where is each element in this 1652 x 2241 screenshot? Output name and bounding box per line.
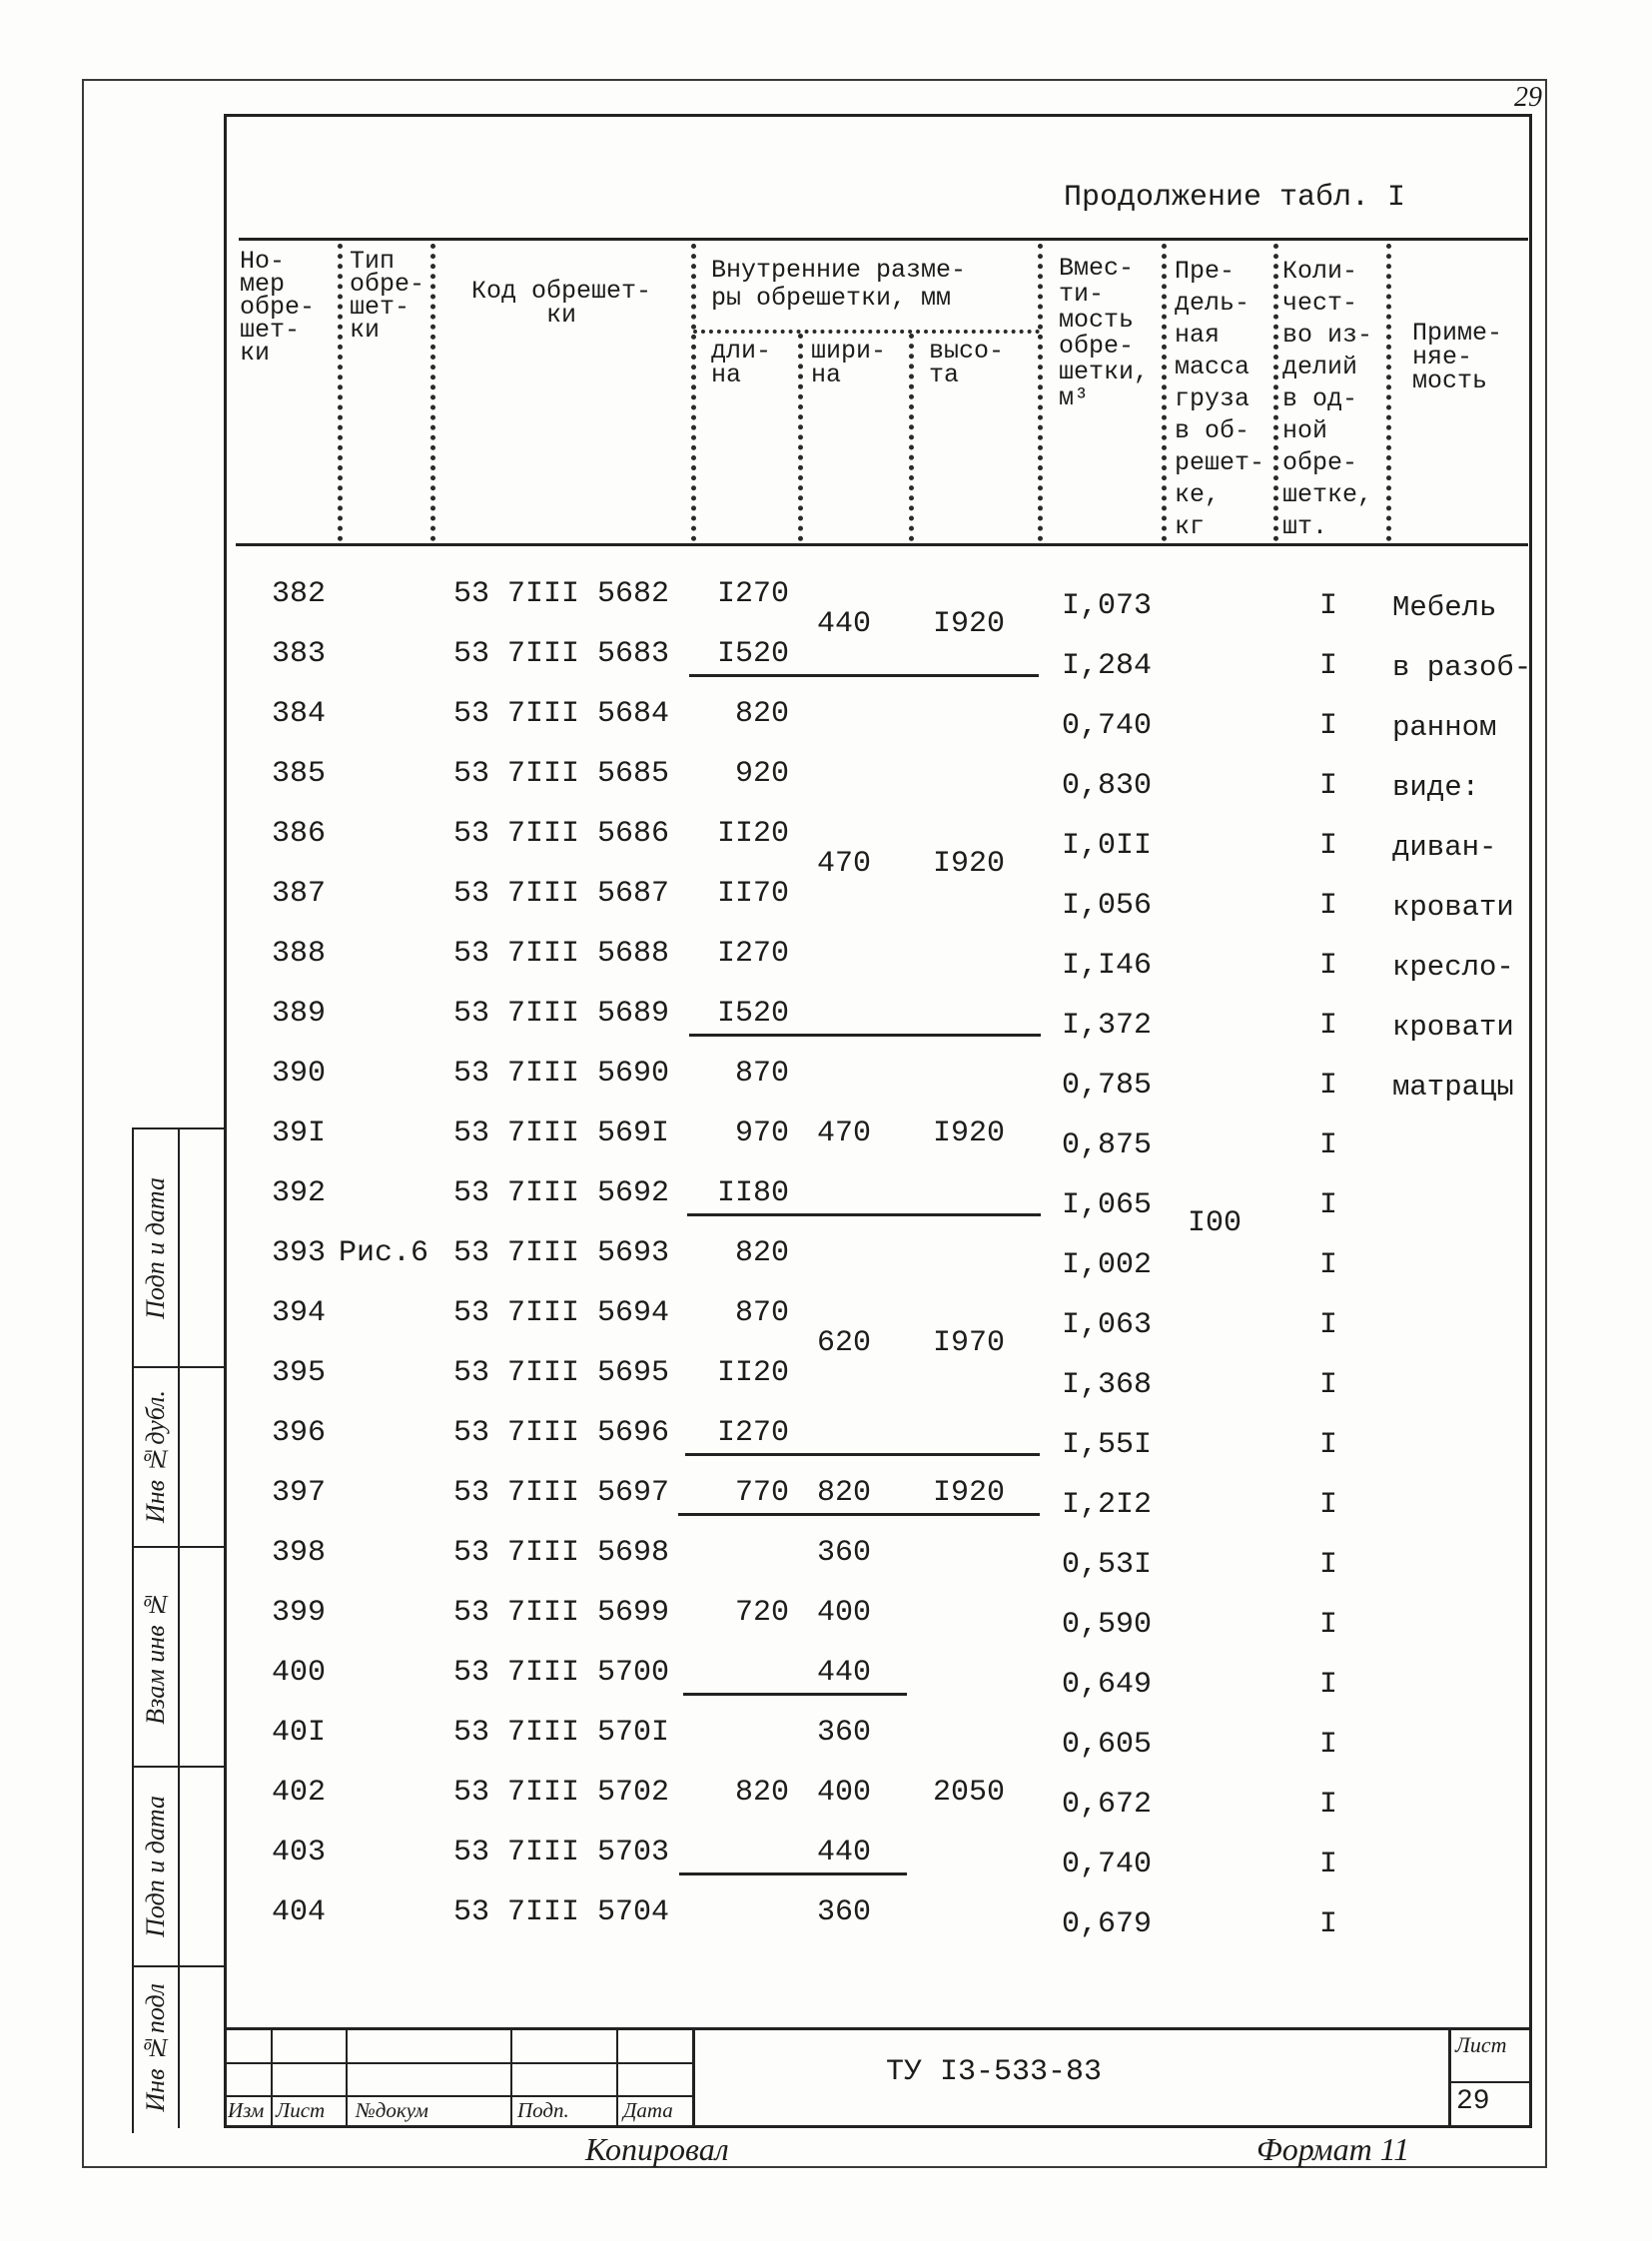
cell-code: 53 7III 5694	[453, 1296, 670, 1330]
stamp-cell	[133, 1768, 179, 1965]
merged-width-cell: 620	[816, 1326, 871, 1360]
header-length: дли- на	[711, 337, 772, 389]
cell-width	[799, 694, 889, 734]
page-number: 29	[1514, 82, 1542, 113]
cell-length: 920	[734, 757, 789, 791]
title-block-rule	[510, 2028, 512, 2128]
cell-width: 440	[816, 1836, 871, 1869]
header-divider	[909, 334, 914, 541]
header-divider	[1162, 244, 1167, 541]
cell-length: I270	[716, 577, 789, 611]
table-row	[0, 1653, 1652, 1702]
group-separator-line	[685, 1453, 1040, 1456]
document-designation: ТУ I3-533-83	[886, 2055, 1103, 2089]
cell-volume: 0,830	[1062, 769, 1153, 803]
header-number: Но- мер обре- шет- ки	[240, 247, 316, 368]
title-label-doc-no: №докум	[356, 2098, 428, 2122]
header-top-rule	[239, 238, 1528, 241]
cell-width: 400	[816, 1596, 871, 1630]
cell-volume: I,002	[1062, 1248, 1153, 1282]
cell-num: 393	[272, 1236, 327, 1270]
cell-width: 400	[816, 1776, 871, 1810]
cell-volume: 0,605	[1062, 1728, 1153, 1762]
cell-volume: 0,740	[1062, 1848, 1153, 1881]
cell-num: 399	[272, 1596, 327, 1630]
cell-num: 386	[272, 817, 327, 851]
cell-volume: 0,590	[1062, 1608, 1153, 1642]
cell-height	[919, 694, 1019, 734]
stamp-sign-date-label: Подп и дата	[141, 1796, 170, 1937]
cell-type: Рис.6	[339, 1236, 429, 1270]
group-separator-line	[683, 1693, 907, 1696]
cell-code: 53 7III 5699	[453, 1596, 670, 1630]
cell-note: кровати	[1392, 891, 1514, 924]
footer-format: Формат 11	[1256, 2131, 1410, 2167]
cell-code: 53 7III 569I	[453, 1117, 670, 1150]
cell-qty: I	[1318, 829, 1337, 863]
cell-volume: I,063	[1062, 1308, 1153, 1342]
table-row	[0, 1173, 1652, 1222]
cell-code: 53 7III 5702	[453, 1776, 670, 1810]
header-divider	[430, 244, 435, 541]
title-label-signature: Подп.	[517, 2098, 569, 2122]
cell-num: 387	[272, 877, 327, 911]
title-label-date: Дата	[623, 2098, 673, 2122]
cell-qty: I	[1318, 769, 1337, 803]
cell-note: кресло-	[1392, 951, 1514, 984]
stamp-sign-date-label: Подп и дата	[141, 1176, 170, 1319]
cell-code: 53 7III 5698	[453, 1536, 670, 1570]
cell-num: 397	[272, 1476, 327, 1510]
cell-volume: 0,785	[1062, 1069, 1153, 1103]
cell-height	[919, 1713, 1019, 1753]
group-separator-line	[687, 1213, 1041, 1216]
cell-code: 53 7III 5692	[453, 1176, 670, 1210]
cell-code: 53 7III 5683	[453, 637, 670, 671]
cell-qty: I	[1318, 1368, 1337, 1402]
table-row	[0, 994, 1652, 1044]
cell-length	[691, 1533, 789, 1573]
group-separator-line	[678, 1513, 1040, 1516]
header-mass-limit: Пре- дель- ная масса груза в об- решет- ке, кг	[1175, 257, 1265, 541]
table-row	[0, 1713, 1652, 1762]
table-row	[0, 1473, 1652, 1522]
header-divider	[1386, 244, 1391, 541]
cell-qty: I	[1318, 1488, 1337, 1522]
cell-width: 440	[816, 1656, 871, 1690]
cell-height	[919, 1593, 1019, 1633]
cell-code: 53 7III 5697	[453, 1476, 670, 1510]
cell-width: 360	[816, 1895, 871, 1929]
cell-qty: I	[1318, 1907, 1337, 1941]
cell-width: 820	[816, 1476, 871, 1510]
title-block-rule	[224, 2095, 693, 2097]
cell-width	[799, 1054, 889, 1094]
header-applicability: Приме- няе- мость	[1412, 319, 1503, 395]
header-divider	[1273, 244, 1278, 541]
cell-length: II70	[716, 877, 789, 911]
header-type: Тип обре- шет- ки	[350, 247, 425, 345]
cell-num: 388	[272, 937, 327, 971]
title-block-rule	[616, 2028, 618, 2128]
cell-num: 389	[272, 997, 327, 1031]
cell-length: I520	[716, 997, 789, 1031]
cell-qty: I	[1318, 1848, 1337, 1881]
cell-qty: I	[1318, 1009, 1337, 1043]
stamp-cell	[133, 1368, 179, 1546]
table-row	[0, 1054, 1652, 1104]
cell-volume: I,056	[1062, 889, 1153, 923]
header-divider	[338, 244, 343, 541]
cell-num: 403	[272, 1836, 327, 1869]
cell-length: I270	[716, 937, 789, 971]
title-label-sheet: Лист	[276, 2098, 326, 2122]
cell-volume: I,073	[1062, 589, 1153, 623]
cell-height	[919, 994, 1019, 1034]
cell-qty: I	[1318, 949, 1337, 983]
table-continuation-caption: Продолжение табл. I	[1064, 181, 1406, 215]
cell-height: I920	[932, 1476, 1005, 1510]
cell-length: 820	[734, 1776, 789, 1810]
cell-code: 53 7III 5700	[453, 1656, 670, 1690]
cell-width	[799, 1173, 889, 1213]
merged-height-cell: I920	[932, 607, 1005, 641]
cell-length: 970	[734, 1117, 789, 1150]
merged-width-cell: 470	[816, 847, 871, 881]
cell-num: 384	[272, 697, 327, 731]
cell-height	[919, 1233, 1019, 1273]
cell-height	[919, 1054, 1019, 1094]
cell-volume: 0,875	[1062, 1128, 1153, 1162]
table-row	[0, 1773, 1652, 1822]
title-block-rule	[224, 2027, 1532, 2030]
header-volume: Вмес- ти- мость обре- шетки, м³	[1059, 254, 1150, 412]
header-bottom-rule	[236, 543, 1528, 546]
stamp-replaced-inv-label: Взам инв №	[141, 1589, 170, 1725]
cell-code: 53 7III 5688	[453, 937, 670, 971]
cell-height	[919, 1833, 1019, 1872]
header-subdivider	[693, 330, 1040, 334]
cell-length: II20	[716, 817, 789, 851]
merged-height-cell: I970	[932, 1326, 1005, 1360]
cell-code: 53 7III 5682	[453, 577, 670, 611]
cell-note: диван-	[1392, 831, 1497, 864]
sheet-number: 29	[1456, 2086, 1490, 2117]
cell-volume: I,368	[1062, 1368, 1153, 1402]
cell-code: 53 7III 5704	[453, 1895, 670, 1929]
title-block-rule	[346, 2028, 348, 2128]
cell-height	[919, 934, 1019, 974]
cell-code: 53 7III 5693	[453, 1236, 670, 1270]
cell-qty: I	[1318, 709, 1337, 743]
cell-volume: I,0II	[1062, 829, 1153, 863]
cell-volume: I,284	[1062, 649, 1153, 683]
stamp-cell	[133, 1548, 179, 1766]
cell-code: 53 7III 5686	[453, 817, 670, 851]
cell-qty: I	[1318, 649, 1337, 683]
cell-code: 53 7III 5690	[453, 1057, 670, 1091]
cell-num: 382	[272, 577, 327, 611]
stamp-orig-inv-label: Инв №подл	[141, 1982, 170, 2112]
table-row	[0, 1593, 1652, 1642]
cell-qty: I	[1318, 1728, 1337, 1762]
cell-volume: 0,53I	[1062, 1548, 1153, 1582]
cell-volume: I,2I2	[1062, 1488, 1153, 1522]
cell-qty: I	[1318, 1308, 1337, 1342]
cell-num: 398	[272, 1536, 327, 1570]
cell-length: 820	[734, 1236, 789, 1270]
cell-volume: 0,649	[1062, 1668, 1153, 1702]
cell-height	[919, 1413, 1019, 1453]
cell-width	[799, 1413, 889, 1453]
table-row	[0, 934, 1652, 984]
stamp-cell	[133, 1967, 179, 2127]
cell-length: 870	[734, 1296, 789, 1330]
cell-length	[691, 1833, 789, 1872]
cell-qty: I	[1318, 1428, 1337, 1462]
cell-length: II80	[716, 1176, 789, 1210]
cell-length: I520	[716, 637, 789, 671]
cell-code: 53 7III 5696	[453, 1416, 670, 1450]
cell-qty: I	[1318, 1188, 1337, 1222]
merged-width-cell: 470	[816, 1117, 871, 1150]
cell-height: 2050	[932, 1776, 1005, 1810]
cell-width	[799, 754, 889, 794]
cell-qty: I	[1318, 1548, 1337, 1582]
cell-qty: I	[1318, 889, 1337, 923]
title-block-rule	[1448, 2028, 1451, 2128]
cell-code: 53 7III 5684	[453, 697, 670, 731]
cell-height	[919, 1892, 1019, 1932]
footer-copied-by: Копировал	[585, 2131, 729, 2167]
table-row	[0, 1533, 1652, 1582]
merged-mass-limit-cell: I00	[1187, 1206, 1241, 1240]
cell-width	[799, 994, 889, 1034]
cell-height	[919, 1173, 1019, 1213]
table-row	[0, 1413, 1652, 1462]
table-row	[0, 1233, 1652, 1282]
cell-width	[799, 1233, 889, 1273]
cell-code: 53 7III 5695	[453, 1356, 670, 1390]
cell-qty: I	[1318, 1788, 1337, 1822]
cell-volume: I,065	[1062, 1188, 1153, 1222]
merged-height-cell: I920	[932, 847, 1005, 881]
cell-note: Мебель	[1392, 591, 1497, 624]
header-height: высо- та	[929, 337, 1005, 389]
header-quantity: Коли- чест- во из- делий в од- ной обре- шетке, шт.	[1282, 257, 1373, 541]
cell-qty: I	[1318, 1069, 1337, 1103]
header-divider	[1038, 244, 1043, 541]
cell-note: ранном	[1392, 711, 1497, 744]
table-row	[0, 1892, 1652, 1941]
title-block-rule	[224, 2062, 693, 2064]
header-width: шири- на	[811, 337, 887, 389]
stamp-dup-inv-label: Инв №дубл.	[141, 1390, 170, 1524]
table-row	[0, 754, 1652, 804]
cell-code: 53 7III 5685	[453, 757, 670, 791]
cell-length	[691, 1892, 789, 1932]
merged-width-cell: 440	[816, 607, 871, 641]
cell-num: 404	[272, 1895, 327, 1929]
merged-height-cell: I920	[932, 1117, 1005, 1150]
group-separator-line	[689, 1034, 1041, 1037]
cell-length: 720	[734, 1596, 789, 1630]
cell-volume: I,372	[1062, 1009, 1153, 1043]
cell-volume: 0,679	[1062, 1907, 1153, 1941]
cell-code: 53 7III 5687	[453, 877, 670, 911]
group-separator-line	[689, 674, 1039, 677]
cell-num: 39I	[272, 1117, 327, 1150]
cell-volume: I,I46	[1062, 949, 1153, 983]
title-block-rule	[692, 2028, 695, 2128]
cell-num: 392	[272, 1176, 327, 1210]
cell-qty: I	[1318, 1668, 1337, 1702]
cell-note: матрацы	[1392, 1071, 1514, 1104]
table-row	[0, 1833, 1652, 1881]
cell-volume: I,55I	[1062, 1428, 1153, 1462]
cell-length	[691, 1653, 789, 1693]
cell-qty: I	[1318, 1248, 1337, 1282]
header-divider	[691, 244, 696, 541]
header-divider	[798, 334, 803, 541]
sheet-label: Лист	[1455, 2032, 1507, 2057]
header-inner-dims: Внутренние разме- ры обрешетки, мм	[711, 256, 967, 313]
cell-height	[919, 754, 1019, 794]
cell-num: 400	[272, 1656, 327, 1690]
title-label-change: Изм	[228, 2098, 265, 2122]
cell-num: 394	[272, 1296, 327, 1330]
cell-length: 870	[734, 1057, 789, 1091]
group-separator-line	[679, 1872, 907, 1875]
cell-code: 53 7III 5703	[453, 1836, 670, 1869]
cell-num: 385	[272, 757, 327, 791]
cell-note: кровати	[1392, 1011, 1514, 1044]
title-block-rule	[271, 2028, 273, 2128]
cell-length: II20	[716, 1356, 789, 1390]
cell-width	[799, 934, 889, 974]
stamp-cell	[133, 1129, 179, 1366]
cell-length: I270	[716, 1416, 789, 1450]
cell-length: 820	[734, 697, 789, 731]
title-block-rule	[1449, 2081, 1532, 2083]
cell-note: виде:	[1392, 771, 1480, 804]
cell-length: 770	[734, 1476, 789, 1510]
cell-num: 383	[272, 637, 327, 671]
cell-qty: I	[1318, 1608, 1337, 1642]
cell-height	[919, 1533, 1019, 1573]
cell-num: 40I	[272, 1716, 327, 1750]
cell-code: 53 7III 570I	[453, 1716, 670, 1750]
cell-num: 390	[272, 1057, 327, 1091]
cell-num: 395	[272, 1356, 327, 1390]
cell-num: 396	[272, 1416, 327, 1450]
header-code: Код обрешет- ки	[470, 277, 652, 330]
cell-code: 53 7III 5689	[453, 997, 670, 1031]
cell-qty: I	[1318, 589, 1337, 623]
table-row	[0, 694, 1652, 744]
cell-num: 402	[272, 1776, 327, 1810]
cell-volume: 0,740	[1062, 709, 1153, 743]
cell-width: 360	[816, 1536, 871, 1570]
cell-note: в разоб-	[1392, 651, 1532, 684]
cell-qty: I	[1318, 1128, 1337, 1162]
cell-width: 360	[816, 1716, 871, 1750]
cell-length	[691, 1713, 789, 1753]
cell-height	[919, 1653, 1019, 1693]
cell-volume: 0,672	[1062, 1788, 1153, 1822]
